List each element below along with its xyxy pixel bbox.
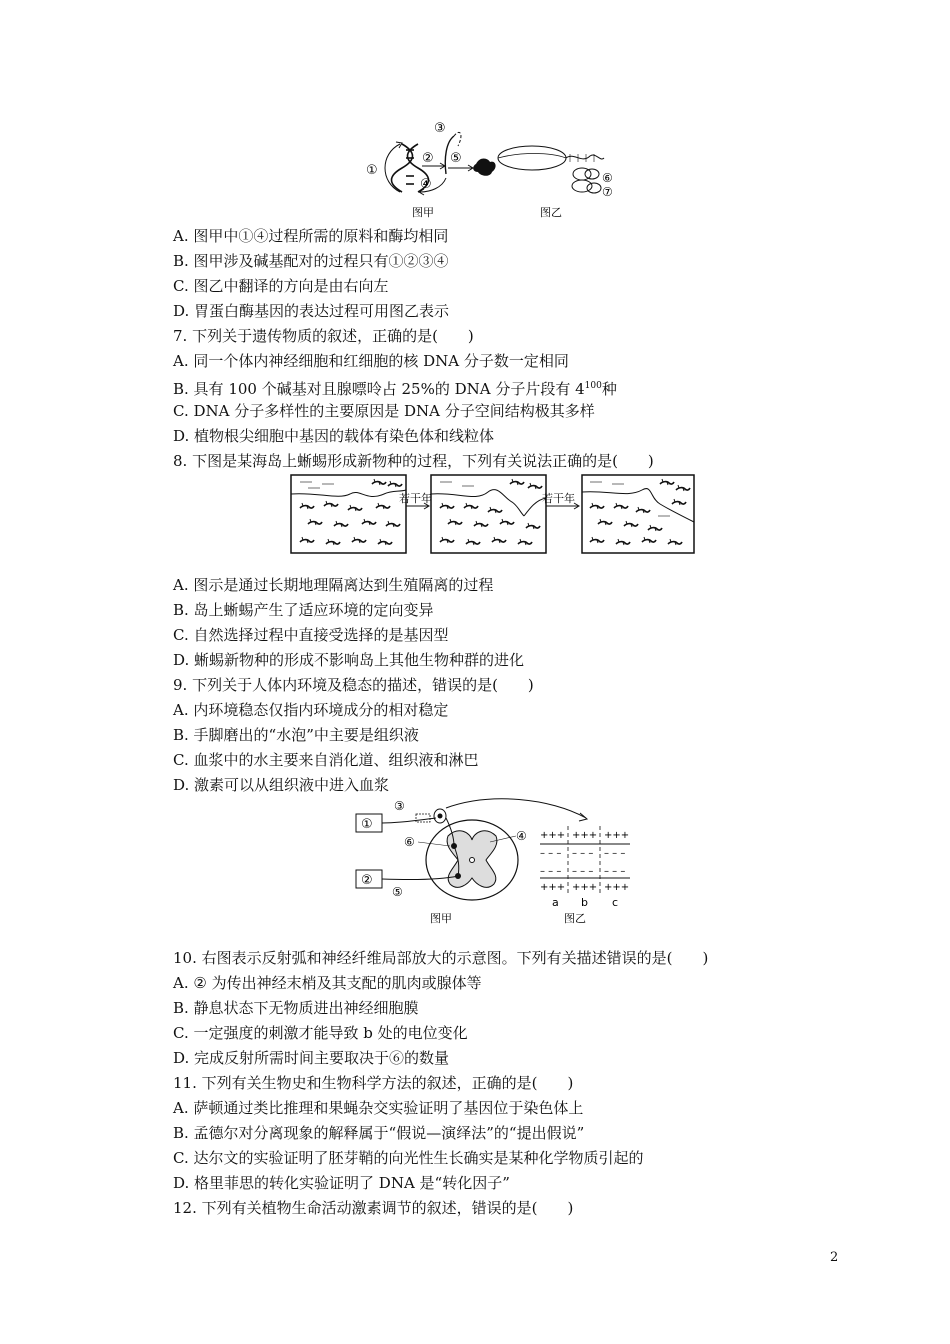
fig3-plus-top-right: +++ <box>604 830 630 841</box>
fig3-caption-yi: 图乙 <box>564 912 586 925</box>
island-panel-3 <box>582 475 694 553</box>
q11-option-a: A. 萨顿通过类比推理和果蝇杂交实验证明了基因位于染色体上 <box>173 1099 584 1117</box>
q7-option-a: A. 同一个体内神经细胞和红细胞的核 DNA 分子数一定相同 <box>173 352 569 370</box>
q7-option-b-text: B. 具有 100 个碱基对且腺嘌呤占 25%的 DNA 分子片段有 4 <box>173 380 585 398</box>
fig3-minus-top-mid: – – – <box>572 848 594 859</box>
figure-island-lizards <box>288 472 698 556</box>
protein-icon <box>473 159 495 176</box>
fig3-minus-bot-mid: – – – <box>572 866 594 877</box>
q8-stem: 8. 下图是某海岛上蜥蜴形成新物种的过程，下列有关说法正确的是( ) <box>173 452 654 470</box>
fig3-label-circ4: ④ <box>516 829 527 843</box>
label-circ4: ④ <box>420 177 432 192</box>
label-circ7: ⑦ <box>602 185 613 199</box>
q7-option-b <box>173 376 617 399</box>
fig3-label-circ6: ⑥ <box>404 835 415 849</box>
q11-option-d: D. 格里菲思的转化实验证明了 DNA 是“转化因子” <box>173 1174 510 1192</box>
q9-option-c: C. 血浆中的水主要来自消化道、组织液和淋巴 <box>173 751 479 769</box>
label-circ5: ⑤ <box>450 151 462 166</box>
fig3-minus-bot-right: – – – <box>604 866 626 877</box>
label-circ1: ① <box>366 163 378 178</box>
q10-option-b: B. 静息状态下无物质进出神经细胞膜 <box>173 999 419 1017</box>
fig3-label-b: b <box>581 896 588 909</box>
figure-reflex-arc <box>350 796 640 930</box>
fig3-minus-bot-left: – – – <box>540 866 562 877</box>
q8-option-b: B. 岛上蜥蜴产生了适应环境的定向变异 <box>173 601 434 619</box>
q7-option-b-exponent: 100 <box>584 381 602 391</box>
q10-option-c: C. 一定强度的刺激才能导致 b 处的电位变化 <box>173 1024 468 1042</box>
q11-option-b: B. 孟德尔对分离现象的解释属于“假说—演绎法”的“提出假说” <box>173 1124 585 1142</box>
q12-stem: 12. 下列有关植物生命活动激素调节的叙述，错误的是( ) <box>173 1199 574 1217</box>
q7-option-c: C. DNA 分子多样性的主要原因是 DNA 分子空间结构极其多样 <box>173 402 595 420</box>
q10-stem: 10. 右图表示反射弧和神经纤维局部放大的示意图。下列有关描述错误的是( ) <box>173 949 709 967</box>
q9-option-a: A. 内环境稳态仅指内环境成分的相对稳定 <box>173 701 449 719</box>
label-circ6: ⑥ <box>602 171 613 185</box>
q9-option-d: D. 激素可以从组织液中进入血浆 <box>173 776 390 794</box>
q6-option-b: B. 图甲涉及碱基配对的过程只有①②③④ <box>173 252 449 270</box>
spinal-cord-icon <box>426 820 518 900</box>
arrow-label-1: 若干年 <box>399 492 432 505</box>
q8-option-c: C. 自然选择过程中直接受选择的是基因型 <box>173 626 449 644</box>
q6-option-d: D. 胃蛋白酶基因的表达过程可用图乙表示 <box>173 302 450 320</box>
q7-option-b-end: 种 <box>601 380 617 398</box>
arrow-label-2: 若干年 <box>542 492 575 505</box>
fig3-label-c: c <box>612 896 619 909</box>
fig3-minus-top-left: – – – <box>540 848 562 859</box>
fig3-plus-top-left: +++ <box>540 830 566 841</box>
fig3-plus-bot-mid: +++ <box>572 882 598 893</box>
fig3-label-circ5: ⑤ <box>392 885 403 899</box>
label-circ2: ② <box>422 151 434 166</box>
q10-option-a: A. ② 为传出神经末梢及其支配的肌肉或腺体等 <box>173 974 482 992</box>
fig3-label-circ1: ① <box>361 817 373 832</box>
caption-yi: 图乙 <box>540 206 562 219</box>
fig3-minus-top-right: – – – <box>604 848 626 859</box>
q7-option-d: D. 植物根尖细胞中基因的载体有染色体和线粒体 <box>173 427 495 445</box>
fig3-label-a: a <box>552 896 559 909</box>
caption-jia: 图甲 <box>412 206 434 219</box>
ribosome-icon <box>572 168 601 193</box>
q9-stem: 9. 下列关于人体内环境及稳态的描述，错误的是( ) <box>173 676 534 694</box>
fig3-label-circ2: ② <box>361 873 373 888</box>
q9-option-b: B. 手脚磨出的“水泡”中主要是组织液 <box>173 726 419 744</box>
island-panel-2 <box>431 475 546 553</box>
figure-gene-expression <box>360 118 620 220</box>
island-panel-1 <box>291 475 406 553</box>
fig3-caption-jia: 图甲 <box>430 912 452 925</box>
page-number: 2 <box>830 1250 839 1265</box>
q11-option-c: C. 达尔文的实验证明了胚芽鞘的向光性生长确实是某种化学物质引起的 <box>173 1149 644 1167</box>
nerve-fiber-diagram <box>540 826 630 909</box>
q10-option-d: D. 完成反射所需时间主要取决于⑥的数量 <box>173 1049 450 1067</box>
q6-option-a: A. 图甲中①④过程所需的原料和酶均相同 <box>173 227 449 245</box>
fig3-plus-bot-right: +++ <box>604 882 630 893</box>
q8-option-a: A. 图示是通过长期地理隔离达到生殖隔离的过程 <box>173 576 494 594</box>
label-circ3: ③ <box>434 121 446 136</box>
q7-stem: 7. 下列关于遗传物质的叙述，正确的是( ) <box>173 327 474 345</box>
fig3-label-circ3: ③ <box>394 799 405 813</box>
q8-option-d: D. 蜥蜴新物种的形成不影响岛上其他生物种群的进化 <box>173 651 525 669</box>
q11-stem: 11. 下列有关生物史和生物科学方法的叙述，正确的是( ) <box>173 1074 574 1092</box>
q6-option-c: C. 图乙中翻译的方向是由右向左 <box>173 277 389 295</box>
fig3-plus-top-mid: +++ <box>572 830 598 841</box>
fig3-plus-bot-left: +++ <box>540 882 566 893</box>
